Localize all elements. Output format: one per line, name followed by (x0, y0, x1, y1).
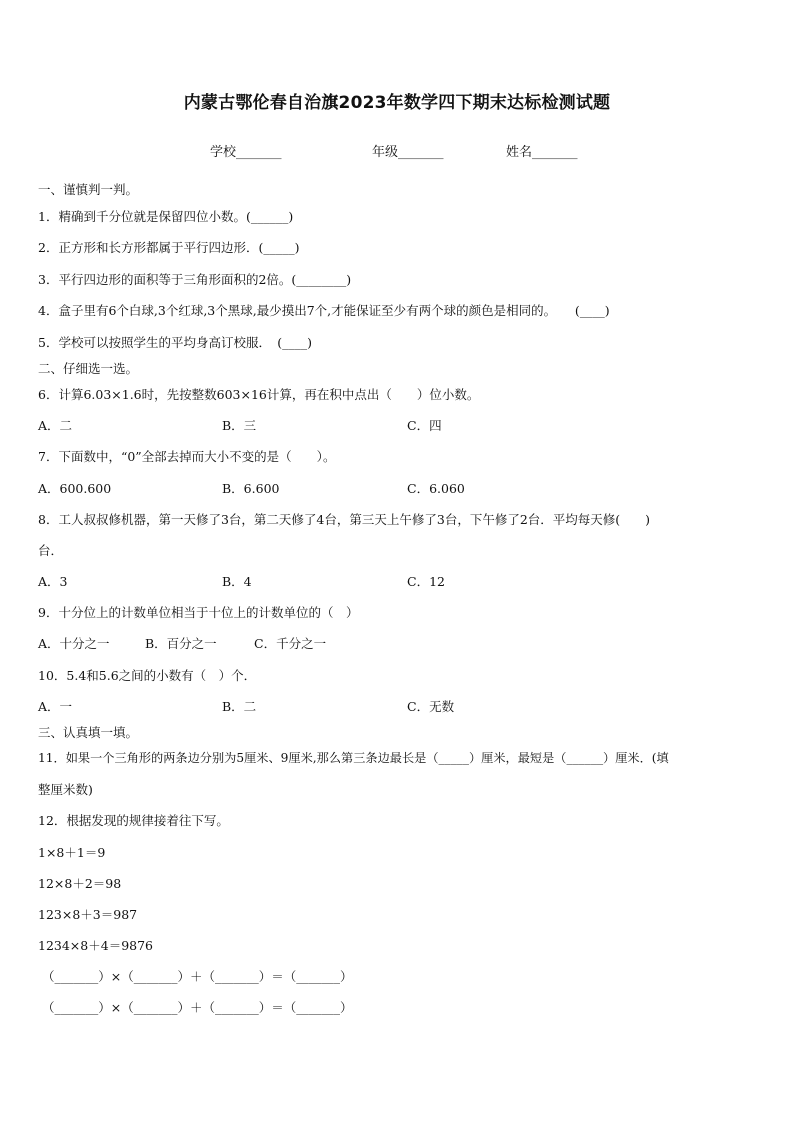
section-heading-judge: 一、谨慎判一判。 (38, 182, 139, 197)
answer-blank-row-2[interactable]: （_______）×（_______）＋（_______）＝（_______） (42, 1000, 353, 1015)
q6-option-a: A．二 (38, 418, 73, 433)
question-6: 6．计算6.03×1.6时，先按整数603×16计算，再在积中点出（ ）位小数。 (38, 387, 480, 402)
question-5: 5．学校可以按照学生的平均身高订校服． (____) (38, 335, 312, 350)
q8-option-a: A．3 (38, 574, 68, 589)
question-7: 7．下面数中，“0”全部去掉而大小不变的是（ ）。 (38, 449, 336, 464)
q6-option-b: B．三 (222, 418, 257, 433)
q10-option-b: B．二 (222, 699, 257, 714)
q7-option-b: B．6.600 (222, 481, 280, 496)
name-field[interactable]: 姓名_______ (506, 145, 578, 160)
q8-option-c: C．12 (407, 574, 445, 589)
question-10: 10．5.4和5.6之间的小数有（ ）个． (38, 668, 257, 683)
question-2: 2．正方形和长方形都属于平行四边形．(_____) (38, 240, 300, 255)
q10-option-a: A．一 (38, 699, 73, 714)
question-9: 9．十分位上的计数单位相当于十位上的计数单位的（ ） (38, 605, 359, 620)
q7-option-a: A．600.600 (38, 481, 112, 496)
q8-option-b: B．4 (222, 574, 252, 589)
q7-option-c: C．6.060 (407, 481, 465, 496)
q9-option-c: C．千分之一 (254, 636, 327, 651)
question-8: 8．工人叔叔修机器，第一天修了3台，第二天修了4台，第三天上午修了3台，下午修了2台．平均每天修( ) (38, 512, 651, 527)
pattern-line-4: 1234×8＋4＝9876 (38, 938, 154, 953)
question-11-continued: 整厘米数) (38, 782, 93, 797)
q6-option-c: C．四 (407, 418, 442, 433)
question-3: 3．平行四边形的面积等于三角形面积的2倍。(________) (38, 272, 352, 287)
question-11: 11．如果一个三角形的两条边分别为5厘米、9厘米,那么第三条边最长是（_____）厘米，最短是（______）厘米．(填 (38, 751, 669, 765)
grade-field[interactable]: 年级_______ (372, 145, 444, 160)
question-1: 1．精确到千分位就是保留四位小数。(______) (38, 209, 294, 224)
answer-blank-row-1[interactable]: （_______）×（_______）＋（_______）＝（_______） (42, 969, 353, 984)
question-4: 4．盒子里有6个白球,3个红球,3个黑球,最少摸出7个,才能保证至少有两个球的颜色是相同的。 (____) (38, 303, 610, 318)
page-title: 内蒙古鄂伦春自治旗2023年数学四下期末达标检测试题 (183, 93, 611, 113)
section-heading-choose: 二、仔细选一选。 (38, 361, 139, 376)
q9-option-a: A．十分之一 (38, 636, 110, 651)
q10-option-c: C．无数 (407, 699, 455, 714)
pattern-line-2: 12×8＋2＝98 (38, 876, 122, 891)
pattern-line-1: 1×8＋1＝9 (38, 845, 106, 860)
question-8-continued: 台． (38, 543, 64, 558)
school-field[interactable]: 学校_______ (210, 145, 282, 160)
pattern-line-3: 123×8＋3＝987 (38, 907, 138, 922)
q9-option-b: B．百分之一 (145, 636, 217, 651)
section-heading-fill: 三、认真填一填。 (38, 725, 139, 740)
question-12: 12．根据发现的规律接着往下写。 (38, 813, 229, 828)
